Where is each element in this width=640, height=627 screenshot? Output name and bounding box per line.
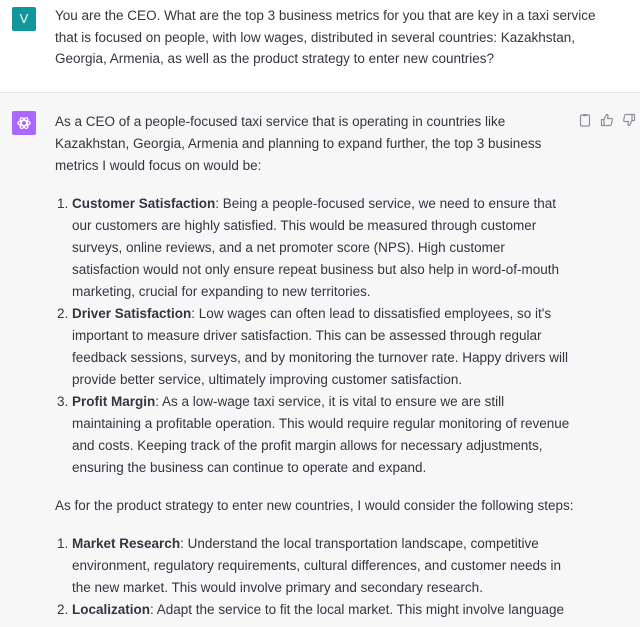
list-item-title: Profit Margin [72,394,156,409]
user-message-row [0,0,640,93]
list-item-text: : Low wages can often lead to dissatisfied employees, so it's important to measure driver satisfaction. This can be assessed through regular feedback sessions, surveys, and by monitoring the turnover rate. Happy drivers will provide better service, ultimately improving customer satisfaction. [72,306,568,387]
assistant-intro: As a CEO of a people-focused taxi service that is operating in countries like Kazakhstan, Georgia, Armenia and planning to expand further, the top 3 business metrics I would focus on would be: [55,114,542,173]
user-message-text: You are the CEO. What are the top 3 business metrics for you that are key in a taxi service that is focused on people, with low wages, distributed in several countries: Kazakhstan, Georgia, Armenia, as well as the product strategy to enter new countries? [55,8,596,66]
assistant-avatar [12,111,36,135]
list-item [72,533,575,599]
list-item [72,303,575,391]
list-item-text: : Understand the local transportation landscape, competitive environment, regulatory requirements, cultural differences, and customer needs in the new market. This would involve primary and secondary research. [72,536,562,595]
strategy-intro: As for the product strategy to enter new countries, I would consider the following steps: [55,498,574,513]
list-item-title: Driver Satisfaction [72,306,192,321]
list-item [72,391,575,479]
message-actions [578,113,636,127]
openai-logo-icon [16,115,32,131]
strategy-steps-list [55,533,575,621]
list-item-title: Customer Satisfaction [72,196,216,211]
thumbs-down-icon[interactable] [622,113,636,127]
list-item-text: : Adapt the service to fit the local market. This might involve language [150,602,564,617]
list-item-title: Market Research [72,536,181,551]
list-item [72,193,575,303]
user-avatar: V [12,7,36,31]
thumbs-up-icon[interactable] [600,113,614,127]
list-item-text: : Being a people-focused service, we need to ensure that our customers are highly satisfied. This would be measured through customer surveys, online reviews, and a net promoter score (NPS). High customer satisfaction would not only ensure repeat business but also help in word-of-mouth marketing, crucial for expanding to new territories. [72,196,560,299]
list-item [72,599,575,621]
metrics-list [55,193,575,479]
assistant-message-content [55,111,575,621]
assistant-message-row [0,93,640,627]
list-item-text: : As a low-wage taxi service, it is vital to ensure we are still maintaining a profitable operation. This would require regular monitoring of revenue and costs. Keeping track of the profit margin allows for necessary adjustments, ensuring the business can continue to operate and expand. [72,394,570,475]
list-item-title: Localization [72,602,151,617]
clipboard-icon[interactable] [578,113,592,127]
